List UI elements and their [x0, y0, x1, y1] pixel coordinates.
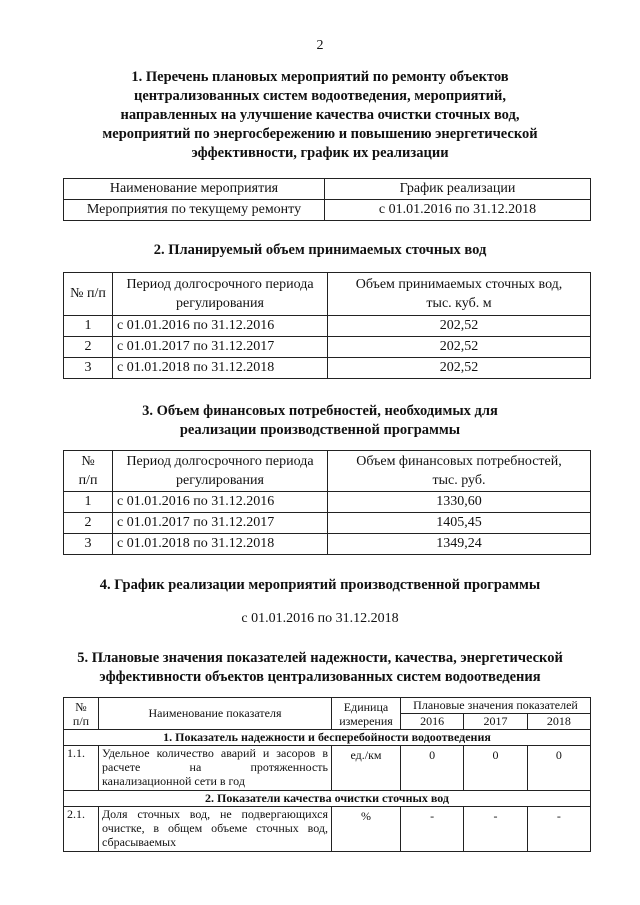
table-cell: с 01.01.2016 по 31.12.2016: [113, 316, 328, 337]
section-heading: 2. Показатели качества очистки сточных вод: [64, 791, 591, 807]
header-line: регулирования: [176, 296, 264, 311]
table-cell: Удельное количество аварий и засоров в расчете на протяженность канализационной сети в год: [99, 746, 332, 791]
header-line: измерения: [339, 713, 393, 728]
header-cell: [328, 273, 591, 316]
section-4-title: 4. График реализации мероприятий производственной программы: [99, 577, 541, 593]
header-cell: [113, 273, 328, 316]
header-cell: Плановые значения показателей: [401, 698, 591, 714]
header-cell: [64, 451, 113, 492]
table-cell: 1.1.: [64, 746, 99, 791]
table-wastewater-volume: [63, 272, 591, 379]
table-cell: с 01.01.2018 по 31.12.2018: [113, 358, 328, 379]
table-cell: 202,52: [328, 337, 591, 358]
table-cell: -: [527, 807, 590, 852]
title-line: направленных на улучшение качества очистки сточных вод,: [120, 107, 520, 123]
header-line: №: [75, 699, 87, 714]
page-number: 2: [316, 38, 324, 53]
table-row: [64, 200, 591, 221]
table-activities: [63, 178, 591, 221]
year-cell: 2018: [527, 714, 590, 730]
table-cell: -: [464, 807, 527, 852]
table-cell: 1349,24: [328, 534, 591, 555]
header-cell: Наименование показателя: [99, 698, 332, 730]
table-section-row: [64, 730, 591, 746]
header-cell: [332, 698, 401, 730]
header-cell: Наименование мероприятия: [64, 179, 325, 200]
table-section-row: [64, 791, 591, 807]
table-header-row: [64, 698, 591, 714]
table-row: [64, 807, 591, 852]
header-line: Единица: [343, 699, 389, 714]
section-4-period: с 01.01.2016 по 31.12.2018: [241, 611, 399, 626]
header-line: регулирования: [176, 473, 264, 488]
table-cell: с 01.01.2017 по 31.12.2017: [113, 337, 328, 358]
header-line: Период долгосрочного периода: [126, 454, 314, 469]
table-row: [64, 316, 591, 337]
table-header-row: [64, 273, 591, 316]
table-row: [64, 337, 591, 358]
section-3-title: [40, 402, 600, 440]
table-cell: с 01.01.2018 по 31.12.2018: [113, 534, 328, 555]
title-line: централизованных систем водоотведения, мероприятий,: [134, 88, 506, 104]
year-cell: 2016: [401, 714, 464, 730]
table-cell: Доля сточных вод, не подвергающихся очистке, в общем объеме сточных вод, сбрасываемых: [99, 807, 332, 852]
table-cell: 3: [64, 534, 113, 555]
header-cell: [328, 451, 591, 492]
header-cell: № п/п: [64, 273, 113, 316]
table-cell: ед./км: [332, 746, 401, 791]
table-header-row: [64, 179, 591, 200]
table-row: [64, 534, 591, 555]
header-cell: График реализации: [325, 179, 591, 200]
table-cell: 1330,60: [328, 492, 591, 513]
title-line: реализации производственной программы: [179, 422, 461, 438]
header-line: тыс. куб. м: [426, 296, 492, 311]
table-cell: 202,52: [328, 358, 591, 379]
table-indicators: [63, 697, 591, 852]
table-cell: 1: [64, 492, 113, 513]
table-header-row: [64, 451, 591, 492]
header-line: тыс. руб.: [432, 473, 486, 488]
section-5-title: [40, 649, 600, 687]
header-line: Объем финансовых потребностей,: [356, 454, 562, 469]
table-row: [64, 492, 591, 513]
header-line: №: [81, 454, 95, 469]
table-row: [64, 513, 591, 534]
title-line: 1. Перечень плановых мероприятий по ремонту объектов: [131, 69, 509, 85]
table-cell: Мероприятия по текущему ремонту: [64, 200, 325, 221]
table-cell: 2: [64, 513, 113, 534]
title-line: 5. Плановые значения показателей надежности, качества, энергетической: [77, 650, 563, 666]
header-line: п/п: [72, 713, 90, 728]
table-cell: 2: [64, 337, 113, 358]
table-cell: 202,52: [328, 316, 591, 337]
table-cell: 0: [401, 746, 464, 791]
table-cell: с 01.01.2016 по 31.12.2016: [113, 492, 328, 513]
header-cell: [64, 698, 99, 730]
table-cell: 1: [64, 316, 113, 337]
title-line: 3. Объем финансовых потребностей, необходимых для: [142, 403, 498, 419]
title-line: эффективности, график их реализации: [191, 145, 449, 161]
table-row: [64, 358, 591, 379]
table-cell: с 01.01.2017 по 31.12.2017: [113, 513, 328, 534]
table-cell: 2.1.: [64, 807, 99, 852]
table-cell: 3: [64, 358, 113, 379]
section-heading: 1. Показатель надежности и бесперебойности водоотведения: [64, 730, 591, 746]
header-cell: [113, 451, 328, 492]
table-cell: %: [332, 807, 401, 852]
table-row: [64, 746, 591, 791]
section-1-title: [40, 68, 600, 163]
header-line: п/п: [78, 473, 98, 488]
table-cell: 1405,45: [328, 513, 591, 534]
table-cell: с 01.01.2016 по 31.12.2018: [325, 200, 591, 221]
title-line: эффективности объектов централизованных систем водоотведения: [99, 669, 541, 685]
table-financial-needs: [63, 450, 591, 555]
table-cell: -: [401, 807, 464, 852]
table-cell: 0: [527, 746, 590, 791]
header-line: Период долгосрочного периода: [126, 277, 314, 292]
year-cell: 2017: [464, 714, 527, 730]
table-cell: 0: [464, 746, 527, 791]
section-2-title: 2. Планируемый объем принимаемых сточных вод: [153, 242, 487, 258]
header-line: Объем принимаемых сточных вод,: [355, 277, 563, 292]
title-line: мероприятий по энергосбережению и повышению энергетической: [102, 126, 538, 142]
